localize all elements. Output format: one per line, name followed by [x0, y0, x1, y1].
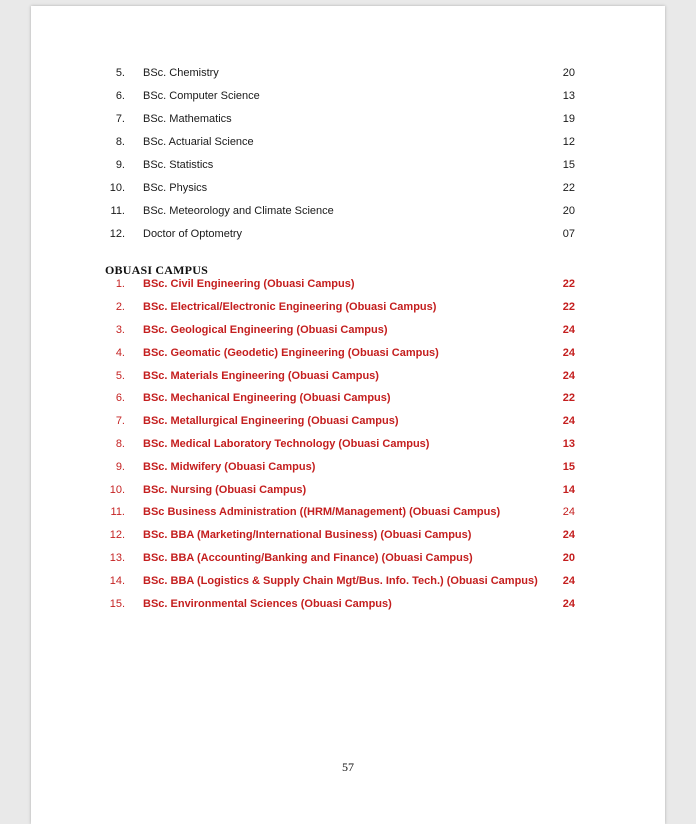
- program-value: 24: [562, 575, 575, 587]
- list-item: [31, 367, 665, 385]
- item-number: 6.: [115, 90, 125, 102]
- program-name: BSc. Physics: [143, 182, 208, 194]
- list-item: [31, 549, 665, 567]
- item-number: 3.: [115, 324, 125, 336]
- program-name: BSc. Civil Engineering (Obuasi Campus): [143, 278, 355, 290]
- program-name: BSc. Nursing (Obuasi Campus): [143, 484, 307, 496]
- item-number: 6.: [115, 392, 125, 404]
- list-item: [31, 344, 665, 362]
- program-value: 12: [562, 136, 575, 148]
- item-number: 9.: [115, 461, 125, 473]
- program-value: 13: [562, 438, 575, 450]
- program-value: 15: [562, 461, 575, 473]
- list-item: [31, 156, 665, 174]
- list-item: [31, 526, 665, 544]
- item-number: 2.: [115, 301, 125, 313]
- list-item: [31, 179, 665, 197]
- program-name: BSc. Actuarial Science: [143, 136, 254, 148]
- document-page: [31, 6, 665, 824]
- program-name: BSc. BBA (Logistics & Supply Chain Mgt/Bus. Info. Tech.) (Obuasi Campus): [143, 575, 538, 587]
- list-item: [31, 133, 665, 151]
- program-name: BSc. Medical Laboratory Technology (Obuasi Campus): [143, 438, 430, 450]
- program-value: 13: [562, 90, 575, 102]
- list-item: [31, 225, 665, 243]
- program-value: 20: [562, 205, 575, 217]
- item-number: 12.: [109, 529, 125, 541]
- program-value: 22: [562, 278, 575, 290]
- item-number: 9.: [115, 159, 125, 171]
- item-number: 10.: [109, 182, 125, 194]
- program-value: 14: [562, 484, 575, 496]
- item-number: 14.: [109, 575, 125, 587]
- list-item: [31, 572, 665, 590]
- item-number: 7.: [115, 113, 125, 125]
- program-name: BSc. Mathematics: [143, 113, 232, 125]
- program-value: 24: [562, 370, 575, 382]
- item-number: 8.: [115, 438, 125, 450]
- item-number: 5.: [115, 67, 125, 79]
- program-name: BSc. BBA (Marketing/International Business) (Obuasi Campus): [143, 529, 472, 541]
- list-item: [31, 412, 665, 430]
- list-item: [31, 321, 665, 339]
- list-item: [31, 87, 665, 105]
- program-name: BSc. Geomatic (Geodetic) Engineering (Obuasi Campus): [143, 347, 439, 359]
- program-value: 24: [562, 324, 575, 336]
- program-value: 19: [562, 113, 575, 125]
- item-number: 11.: [110, 506, 125, 518]
- program-value: 24: [562, 415, 575, 427]
- program-value: 07: [562, 228, 575, 240]
- program-name: BSc. Computer Science: [143, 90, 260, 102]
- item-number: 7.: [115, 415, 125, 427]
- item-number: 5.: [115, 370, 125, 382]
- program-name: BSc. Statistics: [143, 159, 214, 171]
- section-heading: OBUASI CAMPUS: [105, 263, 208, 277]
- program-value: 20: [562, 67, 575, 79]
- item-number: 11.: [110, 205, 125, 217]
- list-item: [31, 503, 665, 521]
- list-item: [31, 298, 665, 316]
- program-value: 22: [562, 301, 575, 313]
- list-item: [31, 595, 665, 613]
- program-name: BSc. Mechanical Engineering (Obuasi Campus): [143, 392, 391, 404]
- item-number: 12.: [109, 228, 125, 240]
- program-name: BSc. Environmental Sciences (Obuasi Campus): [143, 598, 392, 610]
- list-item: [31, 202, 665, 220]
- list-item: [31, 389, 665, 407]
- program-value: 15: [562, 159, 575, 171]
- list-item: [31, 275, 665, 293]
- program-name: BSc. Meteorology and Climate Science: [143, 205, 334, 217]
- item-number: 8.: [115, 136, 125, 148]
- program-value: 24: [562, 506, 575, 518]
- item-number: 13.: [109, 552, 125, 564]
- page-number: 57: [342, 760, 354, 774]
- program-name: BSc. Midwifery (Obuasi Campus): [143, 461, 316, 473]
- program-name: Doctor of Optometry: [143, 228, 243, 240]
- program-value: 22: [562, 182, 575, 194]
- program-name: BSc. Metallurgical Engineering (Obuasi Campus): [143, 415, 399, 427]
- list-item: [31, 64, 665, 82]
- program-name: BSc. BBA (Accounting/Banking and Finance) (Obuasi Campus): [143, 552, 473, 564]
- program-name: BSc. Geological Engineering (Obuasi Campus): [143, 324, 388, 336]
- program-name: BSc Business Administration ((HRM/Management) (Obuasi Campus): [143, 506, 501, 518]
- program-value: 20: [562, 552, 575, 564]
- item-number: 10.: [109, 484, 125, 496]
- item-number: 4.: [115, 347, 125, 359]
- item-number: 1.: [115, 278, 125, 290]
- item-number: 15.: [109, 598, 125, 610]
- program-value: 24: [562, 347, 575, 359]
- program-name: BSc. Electrical/Electronic Engineering (Obuasi Campus): [143, 301, 437, 313]
- program-value: 22: [562, 392, 575, 404]
- list-item: [31, 458, 665, 476]
- program-value: 24: [562, 529, 575, 541]
- program-name: BSc. Materials Engineering (Obuasi Campus): [143, 370, 379, 382]
- list-item: [31, 110, 665, 128]
- program-name: BSc. Chemistry: [143, 67, 219, 79]
- program-value: 24: [562, 598, 575, 610]
- list-item: [31, 435, 665, 453]
- list-item: [31, 481, 665, 499]
